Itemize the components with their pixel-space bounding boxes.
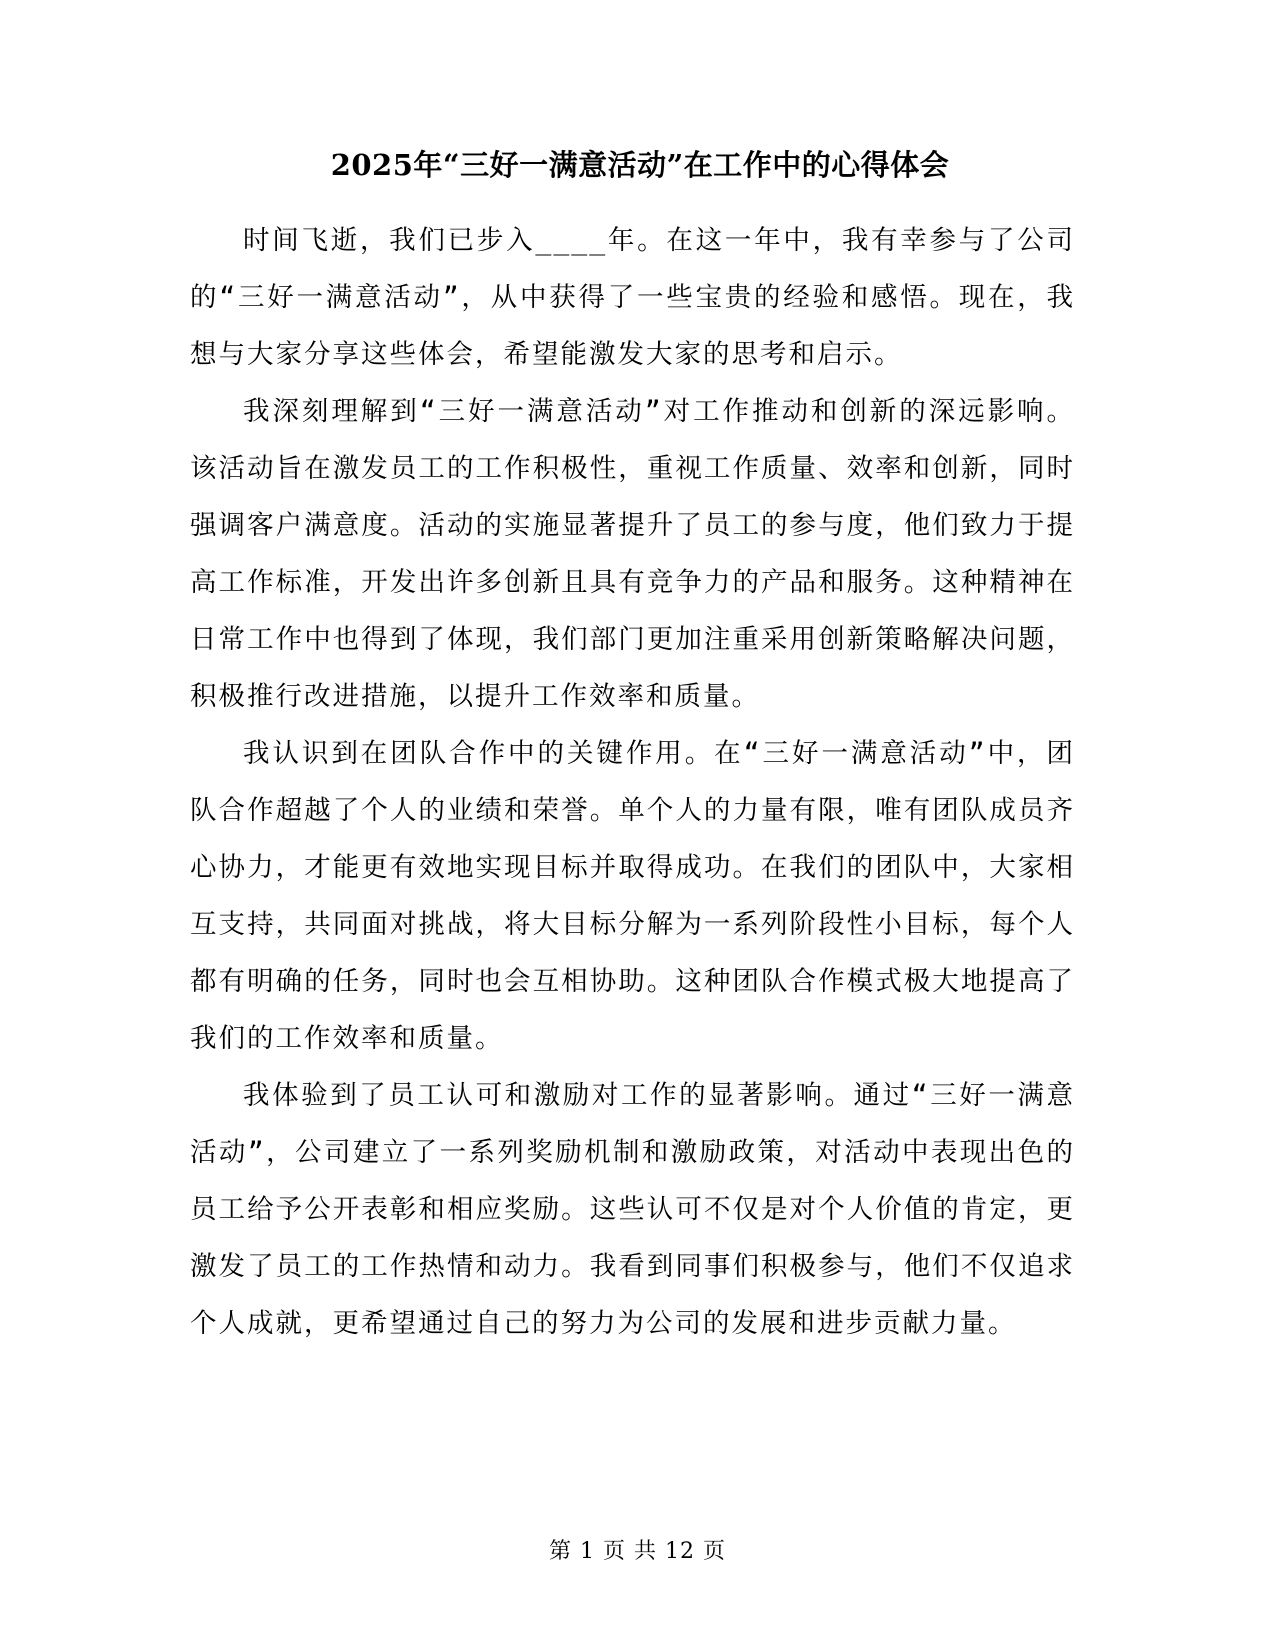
document-body (190, 212, 1075, 1352)
document-title: 2025年“三好一满意活动”在工作中的心得体会 (330, 148, 950, 182)
page-number-footer: 第 1 页 共 12 页 (549, 1539, 726, 1564)
paragraph-innovation: 我深刻理解到“三好一满意活动”对工作推动和创新的深远影响。该活动旨在激发员工的工作积极性，重视工作质量、效率和创新，同时强调客户满意度。活动的实施显著提升了员工的参与度，他们致力于提高工作标准，开发出许多创新且具有竞争力的产品和服务。这种精神在日常工作中也得到了体现，我们部门更加注重采用创新策略解决问题，积极推行改进措施，以提升工作效率和质量。 (190, 396, 1075, 712)
paragraph-recognition: 我体验到了员工认可和激励对工作的显著影响。通过“三好一满意活动”，公司建立了一系列奖励机制和激励政策，对活动中表现出色的员工给予公开表彰和相应奖励。这些认可不仅是对个人价值的肯定，更激发了员工的工作热情和动力。我看到同事们积极参与，他们不仅追求个人成就，更希望通过自己的努力为公司的发展和进步贡献力量。 (190, 1080, 1075, 1339)
paragraph-teamwork: 我认识到在团队合作中的关键作用。在“三好一满意活动”中，团队合作超越了个人的业绩和荣誉。单个人的力量有限，唯有团队成员齐心协力，才能更有效地实现目标并取得成功。在我们的团队中，大家相互支持，共同面对挑战，将大目标分解为一系列阶段性小目标，每个人都有明确的任务，同时也会互相协助。这种团队合作模式极大地提高了我们的工作效率和质量。 (190, 738, 1075, 1054)
paragraph-intro: 时间飞逝，我们已步入____年。在这一年中，我有幸参与了公司的“三好一满意活动”，从中获得了一些宝贵的经验和感悟。现在，我想与大家分享这些体会，希望能激发大家的思考和启示。 (190, 225, 1075, 370)
